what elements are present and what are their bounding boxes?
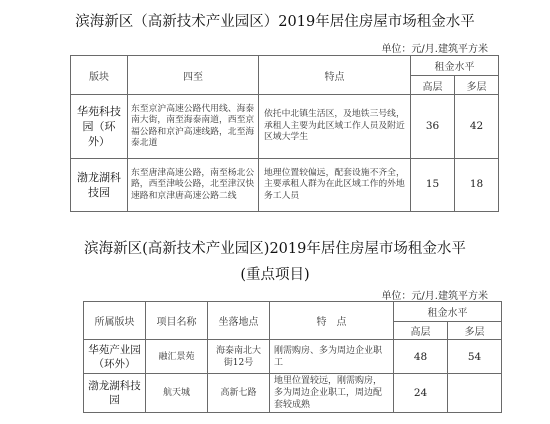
features-text: 依托中北镇生活区，及地铁三号线，承租人主要为此区域工作人员及附近区域大学生 <box>259 95 411 159</box>
header-rent-level: 租金水平 <box>411 56 499 76</box>
header-high-rise: 高层 <box>411 76 455 95</box>
header-multi-storey: 多层 <box>448 322 502 340</box>
header-block: 所属版块 <box>84 302 146 340</box>
header-project: 项目名称 <box>146 302 208 340</box>
header-features: 特点 <box>259 56 411 95</box>
header-high-rise: 高层 <box>394 322 448 340</box>
rent-table-blocks <box>70 55 499 212</box>
rent-high-rise: 48 <box>394 340 448 374</box>
block-name: 华苑产业园（环外） <box>84 340 146 374</box>
rent-multi-storey: 54 <box>448 340 502 374</box>
rent-multi-storey: 18 <box>455 159 499 212</box>
boundary-text: 东至京沪高速公路代用线、海泰南大街，南至海泰南道，西至京福公路和京沪高速线路，北至海泰北道 <box>128 95 259 159</box>
subtitle-key-projects: (重点项目) <box>240 267 310 283</box>
header-boundary: 四至 <box>128 56 259 95</box>
project-name: 航天城 <box>146 374 208 413</box>
table-row <box>84 374 502 413</box>
title-2019-rent-levels: 滨海新区（高新技术产业园区）2019年居住房屋市场租金水平 <box>75 14 475 30</box>
header-features: 特 点 <box>270 302 394 340</box>
rent-multi-storey <box>448 374 502 413</box>
block-name: 华苑科技园（环外） <box>71 95 128 159</box>
table-row <box>71 159 499 212</box>
title-key-projects: 滨海新区(高新技术产业园区)2019年居住房屋市场租金水平 <box>84 241 466 257</box>
rent-high-rise: 15 <box>411 159 455 212</box>
project-name: 融汇景苑 <box>146 340 208 374</box>
features-text: 地里位置较远，刚需购房，多为周边企业职工，周边配套较成熟 <box>270 374 394 413</box>
block-name: 渤龙湖科技园 <box>71 159 128 212</box>
header-location: 坐落地点 <box>208 302 270 340</box>
features-text: 地理位置较偏远，配套设施不齐全，主要承租人群为在此区域工作的外地务工人员 <box>259 159 411 212</box>
header-rent-level: 租金水平 <box>394 302 502 322</box>
table-row <box>71 95 499 159</box>
rent-high-rise: 24 <box>394 374 448 413</box>
location-text: 高新七路 <box>208 374 270 413</box>
table-row <box>84 340 502 374</box>
header-multi-storey: 多层 <box>455 76 499 95</box>
features-text: 刚需购房、多为周边企业职工 <box>270 340 394 374</box>
unit-note: 单位：元/月.建筑平方米 <box>381 44 488 55</box>
rent-table-key-projects <box>83 301 502 413</box>
block-name: 渤龙湖科技园 <box>84 374 146 413</box>
unit-note: 单位：元/月.建筑平方米 <box>381 291 488 302</box>
rent-high-rise: 36 <box>411 95 455 159</box>
boundary-text: 东至唐津高速公路，南至杨北公路，西至津岐公路，北至津汉快速路和京津唐高速公路二线 <box>128 159 259 212</box>
rent-multi-storey: 42 <box>455 95 499 159</box>
header-block: 版块 <box>71 56 128 95</box>
location-text: 海泰南北大街12号 <box>208 340 270 374</box>
